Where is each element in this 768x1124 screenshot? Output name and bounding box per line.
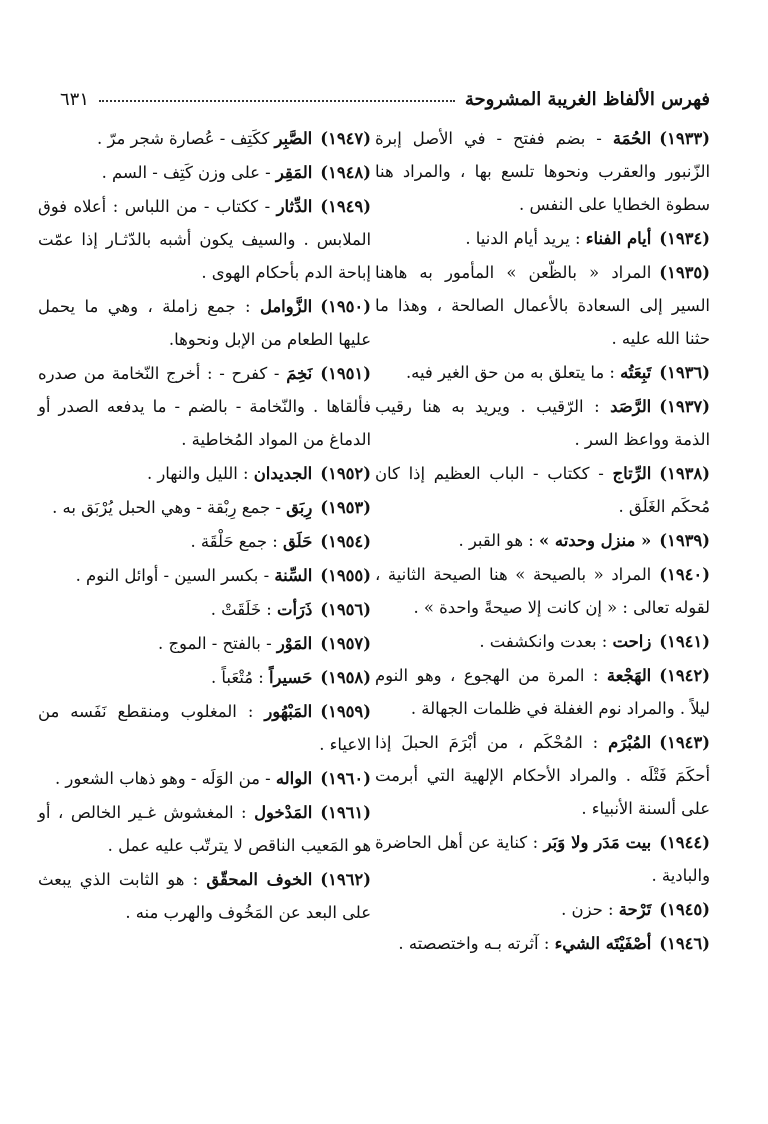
page-number: ٦٣١: [60, 89, 90, 110]
entry-number: (١٩٤٨): [320, 163, 371, 182]
entry-definition: - على وزن كَتِف - السم .: [101, 163, 276, 182]
entry-term: الصَّبِر: [274, 129, 313, 148]
entry-definition: - بضم ففتح - في الأصل إبرة الزّنبور والعقرب ونحوها تلسع بها ، والمراد هنا سطوة الخطايا على النفس .: [375, 129, 710, 214]
glossary-entry: [38, 559, 371, 593]
entry-term: بيت مَدَر ولا وَبَر: [543, 833, 652, 852]
entry-term: السِّنة: [274, 566, 313, 585]
entry-definition: : كناية عن أهل الحاضرة والبادية .: [375, 833, 710, 885]
entry-number: (١٩٥٩): [320, 702, 371, 721]
entry-term: المَدْخول: [254, 803, 313, 822]
entry-term: حَسيراً: [268, 668, 313, 687]
glossary-entry: [38, 357, 371, 457]
left-column: [38, 122, 371, 930]
entry-number: (١٩٥٨): [320, 668, 371, 687]
entry-term: تَبِعَتُه: [620, 363, 652, 382]
glossary-entry: [38, 190, 371, 290]
entry-term: المَقِر: [275, 163, 313, 182]
glossary-entry: [375, 558, 710, 625]
glossary-entry: [38, 290, 371, 357]
entry-definition: : ما يتعلق به من حق الغير فيه.: [405, 363, 621, 382]
entry-number: (١٩٤١): [659, 632, 710, 651]
entry-number: (١٩٣٧): [659, 397, 710, 416]
entry-number: (١٩٥٠): [320, 297, 371, 316]
entry-number: (١٩٦٢): [320, 870, 371, 889]
glossary-entry: [38, 122, 371, 156]
entry-term: « منزل وحدته »: [538, 531, 652, 550]
entry-term: ذَرَأت: [277, 600, 313, 619]
entry-number: (١٩٥٣): [320, 498, 371, 517]
entry-number: (١٩٥١): [320, 364, 371, 383]
entry-definition: : جمع حَلْقَة .: [190, 532, 284, 551]
entry-definition: ككَتِف - عُصارة شجر مرّ .: [97, 129, 275, 148]
glossary-entry: [375, 122, 710, 222]
glossary-entry: [38, 661, 371, 695]
entry-number: (١٩٣٨): [659, 464, 710, 483]
glossary-entry: [375, 726, 710, 826]
entry-definition: : المغشوش غـير الخالص ، أو هو المَعيب الناقص لا يترتّب عليه عمل .: [38, 803, 371, 855]
entry-number: (١٩٤٥): [659, 900, 710, 919]
entry-number: (١٩٦١): [320, 803, 371, 822]
entry-definition: : المُحْكَم ، من أبْرَمَ الحبلَ إذا أحكَمَ فَتْلَه . والمراد الأحكام الإلهية التي أبرمت على ألسنة الأنبياء .: [375, 733, 710, 818]
entry-definition: : بعدت وانكشفت .: [479, 632, 613, 651]
entry-term: تَرْحة: [618, 900, 652, 919]
glossary-entry: [375, 826, 710, 893]
entry-definition: : المرة من الهجوع ، وهو النوم ليلاً . والمراد نوم الغفلة في ظلمات الجهالة .: [375, 666, 710, 718]
glossary-entry: [38, 457, 371, 491]
glossary-entry: [38, 525, 371, 559]
entry-definition: : المغلوب ومنقطع نَفَسه من الاعياء .: [38, 702, 371, 754]
entry-term: الرِّتاج: [612, 464, 652, 483]
entry-term: المُبْرَم: [608, 733, 652, 752]
entry-definition: المراد « بالصيحة » هنا الصيحة الثانية ، لقوله تعالى : « إن كانت إلا صيحةً واحدة » .: [375, 565, 710, 617]
entry-term: الحُمَة: [612, 129, 652, 148]
glossary-entry: [375, 659, 710, 726]
entry-number: (١٩٣٥): [659, 263, 710, 282]
glossary-entry: [38, 863, 371, 930]
entry-number: (١٩٥٦): [320, 600, 371, 619]
entry-definition: : آثرته بـه واختصصته .: [398, 934, 555, 953]
entry-definition: المراد « بالظّعن » المأمور به هاهنا السير إلى السعادة بالأعمال الصالحة ، وهذا ما حثنا الله عليه .: [375, 263, 710, 348]
entry-term: الدِّثار: [276, 197, 313, 216]
glossary-entry: [38, 627, 371, 661]
entry-definition: - بالفتح - الموج .: [158, 634, 277, 653]
entry-number: (١٩٥٤): [320, 532, 371, 551]
entry-number: (١٩٣٣): [659, 129, 710, 148]
entry-definition: - ككتاب - من اللباس : أعلاه فوق الملابس . والسيف يكون أشبه بالدّثـار إذا عمّت إباحة الدم بأحكام الهوى .: [38, 197, 371, 282]
entry-term: زاحت: [612, 632, 652, 651]
entry-definition: - بكسر السين - أوائل النوم .: [75, 566, 275, 585]
glossary-entry: [375, 222, 710, 256]
entry-definition: - من الوَلَه - وهو ذهاب الشعور .: [55, 769, 276, 788]
entry-definition: : يريد أيام الدنيا .: [465, 229, 586, 248]
entry-number: (١٩٤٢): [659, 666, 710, 685]
entry-definition: : خَلَقَتْ .: [210, 600, 278, 619]
dotted-leader: [99, 100, 455, 102]
entry-definition: : حزن .: [561, 900, 619, 919]
entry-term: رِبَق: [286, 498, 313, 517]
entry-definition: - جمع رِبْقة - وهي الحبل يُرْبَق به .: [52, 498, 287, 517]
entry-number: (١٩٣٩): [659, 531, 710, 550]
right-column: [375, 122, 710, 961]
glossary-entry: [38, 593, 371, 627]
entry-term: الواله: [275, 769, 313, 788]
entry-term: أيام الفناء: [585, 229, 652, 248]
entry-number: (١٩٤٤): [659, 833, 710, 852]
glossary-entry: [38, 156, 371, 190]
entry-number: (١٩٦٠): [320, 769, 371, 788]
entry-number: (١٩٣٦): [659, 363, 710, 382]
entry-number: (١٩٤٠): [659, 565, 710, 584]
entry-term: حَلَق: [283, 532, 313, 551]
entry-term: الخوف المحقّق: [206, 870, 313, 889]
glossary-entry: [38, 491, 371, 525]
glossary-entry: [375, 893, 710, 927]
entry-number: (١٩٣٤): [659, 229, 710, 248]
entry-number: (١٩٤٣): [659, 733, 710, 752]
entry-number: (١٩٥٧): [320, 634, 371, 653]
glossary-entry: [375, 256, 710, 356]
entry-definition: : الليل والنهار .: [146, 464, 254, 483]
entry-definition: - ككتاب - الباب العظيم إذا كان مُحكَم الغَلَق .: [375, 464, 710, 516]
entry-definition: : هو الثابت الذي يبعث على البعد عن المَخُوف والهرب منه .: [38, 870, 371, 922]
glossary-entry: [38, 796, 371, 863]
entry-definition: : هو القبر .: [458, 531, 539, 550]
glossary-entry: [375, 390, 710, 457]
entry-definition: : مُتْعَباً .: [211, 668, 269, 687]
running-title: فهرس الألفاظ الغريبة المشروحة: [464, 89, 710, 110]
glossary-entry: [375, 625, 710, 659]
entry-term: الجديدان: [253, 464, 313, 483]
glossary-entry: [375, 457, 710, 524]
glossary-entry: [38, 695, 371, 762]
entry-term: الزَّوامل: [259, 297, 313, 316]
entry-number: (١٩٤٧): [320, 129, 371, 148]
entry-number: (١٩٤٩): [320, 197, 371, 216]
glossary-entry: [375, 524, 710, 558]
entry-term: أصْفَيْتَه الشيء: [554, 934, 652, 953]
entry-term: نَخِمَ: [286, 364, 313, 383]
glossary-entry: [38, 762, 371, 796]
entry-definition: : الرّقيب . ويريد به هنا رقيب الذمة وواعظ السر .: [375, 397, 710, 449]
entry-number: (١٩٥٢): [320, 464, 371, 483]
entry-definition: - كفرح - : أخرج النّخامة من صدره فألقاها . والنّخامة - بالضم - ما يدفعه الصدر أو الدماغ من المواد المُخاطية .: [38, 364, 371, 449]
page-header: [60, 78, 710, 110]
entry-term: الرَّصَد: [610, 397, 652, 416]
entry-term: المَبْهُور: [264, 702, 313, 721]
entry-term: الهَجْعة: [606, 666, 652, 685]
glossary-entry: [375, 356, 710, 390]
glossary-entry: [375, 927, 710, 961]
entry-number: (١٩٤٦): [659, 934, 710, 953]
entry-definition: : جمع زاملة ، وهي ما يحمل عليها الطعام من الإبل ونحوها.: [38, 297, 371, 349]
entry-term: المَوْر: [276, 634, 313, 653]
entry-number: (١٩٥٥): [320, 566, 371, 585]
